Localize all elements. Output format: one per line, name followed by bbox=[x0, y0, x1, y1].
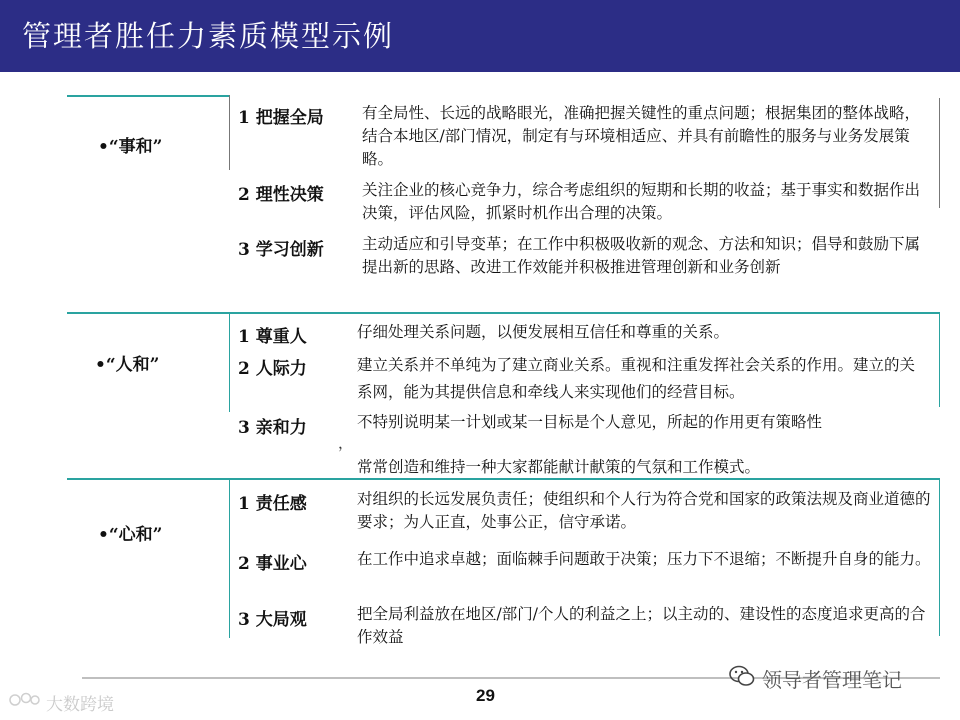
watermark-right bbox=[728, 664, 902, 693]
watermark-left bbox=[8, 690, 114, 715]
divider bbox=[67, 95, 229, 97]
item-desc: 对组织的长远发展负责任；使组织和个人行为符合党和国家的政策法规及商业道德的要求；为人正直，处事公正，信守承诺。 bbox=[357, 490, 931, 531]
item-desc: 在工作中追求卓越；面临棘手问题敢于决策；压力下不退缩；不断提升自身的能力。 bbox=[357, 550, 931, 568]
item-desc: 仔细处理关系问题，以便发展相互信任和尊重的关系。 bbox=[357, 323, 730, 341]
wechat-icon bbox=[728, 664, 756, 693]
watermark-text: 大数跨境 bbox=[46, 695, 114, 715]
divider bbox=[939, 98, 940, 208]
item-desc: 有全局性、长远的战略眼光，准确把握关键性的重点问题；根据集团的整体战略，结合本地区/部门情况，制定有与环境相适应、并具有前瞻性的服务与业务发展策略。 bbox=[362, 104, 921, 168]
item-title: 3 亲和力 bbox=[238, 418, 307, 438]
divider bbox=[67, 312, 940, 314]
item-title: 1 把握全局 bbox=[238, 108, 324, 128]
item-desc: 不特别说明某一计划或某一目标是个人意见，所起的作用更有策略性 bbox=[357, 413, 823, 431]
group-label: •“人和” bbox=[95, 355, 160, 375]
item-desc: 主动适应和引导变革；在工作中积极吸收新的观念、方法和知识；倡导和鼓励下属提出新的思路、改进工作效能并积极推进管理创新和业务创新 bbox=[362, 235, 921, 276]
divider bbox=[229, 312, 230, 412]
divider bbox=[939, 478, 940, 636]
item-title: 1 责任感 bbox=[238, 494, 307, 514]
watermark-logo-icon bbox=[8, 690, 42, 715]
watermark-text: 领导者管理笔记 bbox=[762, 668, 902, 692]
divider bbox=[939, 312, 940, 407]
item-desc: 关注企业的核心竞争力，综合考虑组织的短期和长期的收益；基于事实和数据作出决策，评估风险，抓紧时机作出合理的决策。 bbox=[362, 181, 921, 222]
item-title: 1 尊重人 bbox=[238, 327, 307, 347]
item-title: 2 事业心 bbox=[238, 554, 307, 574]
item-desc: 建立关系并不单纯为了建立商业关系。重视和注重发挥社会关系的作用。建立的关系网，能为其提供信息和牵线人来实现他们的经营目标。 bbox=[357, 356, 916, 401]
title-bar bbox=[0, 0, 960, 72]
item-title: 3 大局观 bbox=[238, 610, 307, 630]
item-desc: 常常创造和维持一种大家都能献计献策的气氛和工作模式。 bbox=[357, 458, 761, 476]
page-title: 管理者胜任力素质模型示例 bbox=[22, 19, 395, 53]
item-desc: 把全局利益放在地区/部门/个人的利益之上；以主动的、建设性的态度追求更高的合作效益 bbox=[357, 605, 926, 646]
divider bbox=[229, 95, 230, 170]
item-title: 2 人际力 bbox=[238, 359, 307, 379]
page-number: 29 bbox=[476, 686, 495, 705]
divider bbox=[67, 478, 940, 480]
item-title: 2 理性决策 bbox=[238, 185, 324, 205]
group-label: •“心和” bbox=[98, 525, 163, 545]
item-title: 3 学习创新 bbox=[238, 240, 324, 260]
stray-mark: ， bbox=[338, 434, 354, 452]
group-label: •“事和” bbox=[98, 137, 163, 157]
divider bbox=[229, 478, 230, 638]
